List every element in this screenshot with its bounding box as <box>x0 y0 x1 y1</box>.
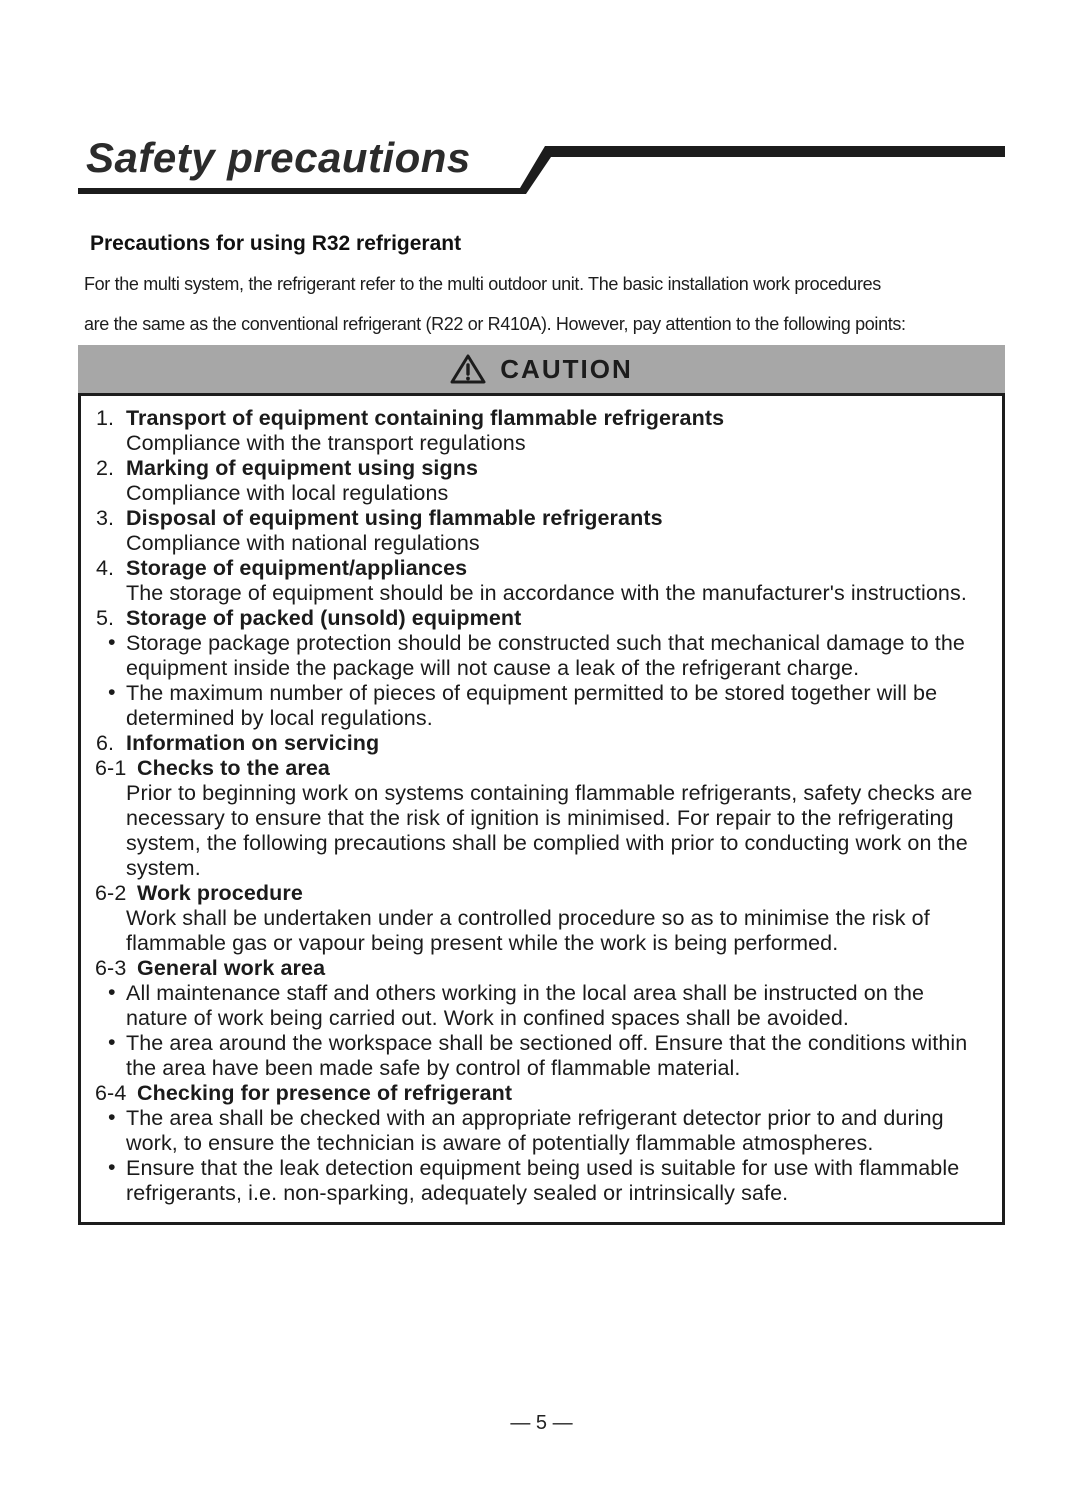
item-number: 5. <box>96 606 115 630</box>
item-title: Information on servicing <box>126 731 380 755</box>
bullet-icon: • <box>108 1155 116 1179</box>
section-heading: Precautions for using R32 refrigerant <box>90 232 462 255</box>
list-item-2 <box>95 456 988 506</box>
item-title: Marking of equipment using signs <box>126 456 478 480</box>
subheading-number: 6-3 <box>95 956 127 980</box>
bullet-icon: • <box>108 630 116 654</box>
caution-box <box>78 345 1005 1225</box>
list-item-4 <box>95 556 988 606</box>
bullet-item <box>95 1031 988 1081</box>
item-number: 2. <box>96 456 115 480</box>
subheading-number: 6-1 <box>95 756 127 780</box>
bullet-text: The area around the workspace shall be sectioned off. Ensure that the conditions within the area have been made safe by control of flammable material. <box>126 1031 968 1080</box>
caution-header <box>78 345 1005 393</box>
bullet-text: All maintenance staff and others working in the local area shall be instructed on the nature of work being carried out. Work in confined spaces shall be avoided. <box>126 981 925 1030</box>
subheading-title: General work area <box>137 956 326 980</box>
bullet-icon: • <box>108 680 116 704</box>
bullet-text: The area shall be checked with an appropriate refrigerant detector prior to and during work, to ensure the technician is aware of potentially flammable atmospheres. <box>126 1106 944 1155</box>
item-number: 6. <box>96 731 115 755</box>
page-header <box>78 132 1005 204</box>
item-title: Storage of equipment/appliances <box>126 556 468 580</box>
subheading-title: Work procedure <box>137 881 303 905</box>
list-item-3 <box>95 506 988 556</box>
item-body: Compliance with the transport regulations <box>126 431 526 455</box>
bullet-text: Storage package protection should be constructed such that mechanical damage to the equipment inside the package will not cause a leak of the refrigerant charge. <box>126 631 965 680</box>
bullet-item <box>95 681 988 731</box>
item-number: 3. <box>96 506 115 530</box>
subheading-6-2 <box>95 881 988 906</box>
item-body: The storage of equipment should be in accordance with the manufacturer's instructions. <box>126 581 967 605</box>
caution-box-body <box>78 393 1005 1225</box>
subheading-title: Checking for presence of refrigerant <box>137 1081 513 1105</box>
subheading-body: Prior to beginning work on systems containing flammable refrigerants, safety checks are necessary to ensure that the risk of ignition is minimised. For repair to the refrigerating system, the following precautions shall be complied with prior to conducting work on the system. <box>126 781 973 880</box>
item-number: 1. <box>96 406 115 430</box>
bullet-icon: • <box>108 980 116 1004</box>
bullet-icon: • <box>108 1105 116 1129</box>
bullet-item <box>95 1106 988 1156</box>
page-content <box>78 0 1005 1225</box>
subheading-number: 6-2 <box>95 881 127 905</box>
warning-triangle-icon <box>450 353 486 385</box>
list-item-6 <box>95 731 988 756</box>
subheading-6-1 <box>95 756 988 781</box>
subheading-title: Checks to the area <box>137 756 330 780</box>
title-underline-rule <box>78 142 1005 204</box>
bullet-icon: • <box>108 1030 116 1054</box>
subheading-6-4 <box>95 1081 988 1106</box>
list-item-1 <box>95 406 988 456</box>
item-title: Disposal of equipment using flammable refrigerants <box>126 506 663 530</box>
bullet-text: Ensure that the leak detection equipment being used is suitable for use with flammable refrigerants, i.e. non-sparking, adequately sealed or intrinsically safe. <box>126 1156 960 1205</box>
item-body: Compliance with local regulations <box>126 481 449 505</box>
item-number: 4. <box>96 556 115 580</box>
subheading-body: Work shall be undertaken under a controlled procedure so as to minimise the risk of flammable gas or vapour being present while the work is being performed. <box>126 906 930 955</box>
bullet-text: The maximum number of pieces of equipment permitted to be stored together will be determined by local regulations. <box>126 681 938 730</box>
subheading-6-3 <box>95 956 988 981</box>
list-item-5 <box>95 606 988 631</box>
subheading-number: 6-4 <box>95 1081 127 1105</box>
intro-paragraph-1: For the multi system, the refrigerant refer to the multi outdoor unit. The basic installation work procedures <box>84 274 881 294</box>
item-title: Storage of packed (unsold) equipment <box>126 606 522 630</box>
caution-label: CAUTION <box>500 353 633 384</box>
item-body: Compliance with national regulations <box>126 531 480 555</box>
intro-paragraph-2: are the same as the conventional refrigerant (R22 or R410A). However, pay attention to the following points: <box>84 314 906 334</box>
page-number: — 5 — <box>510 1412 573 1434</box>
bullet-item <box>95 631 988 681</box>
page-title: Safety precautions <box>86 134 471 181</box>
bullet-item <box>95 1156 988 1206</box>
item-title: Transport of equipment containing flammable refrigerants <box>126 406 725 430</box>
bullet-item <box>95 981 988 1031</box>
